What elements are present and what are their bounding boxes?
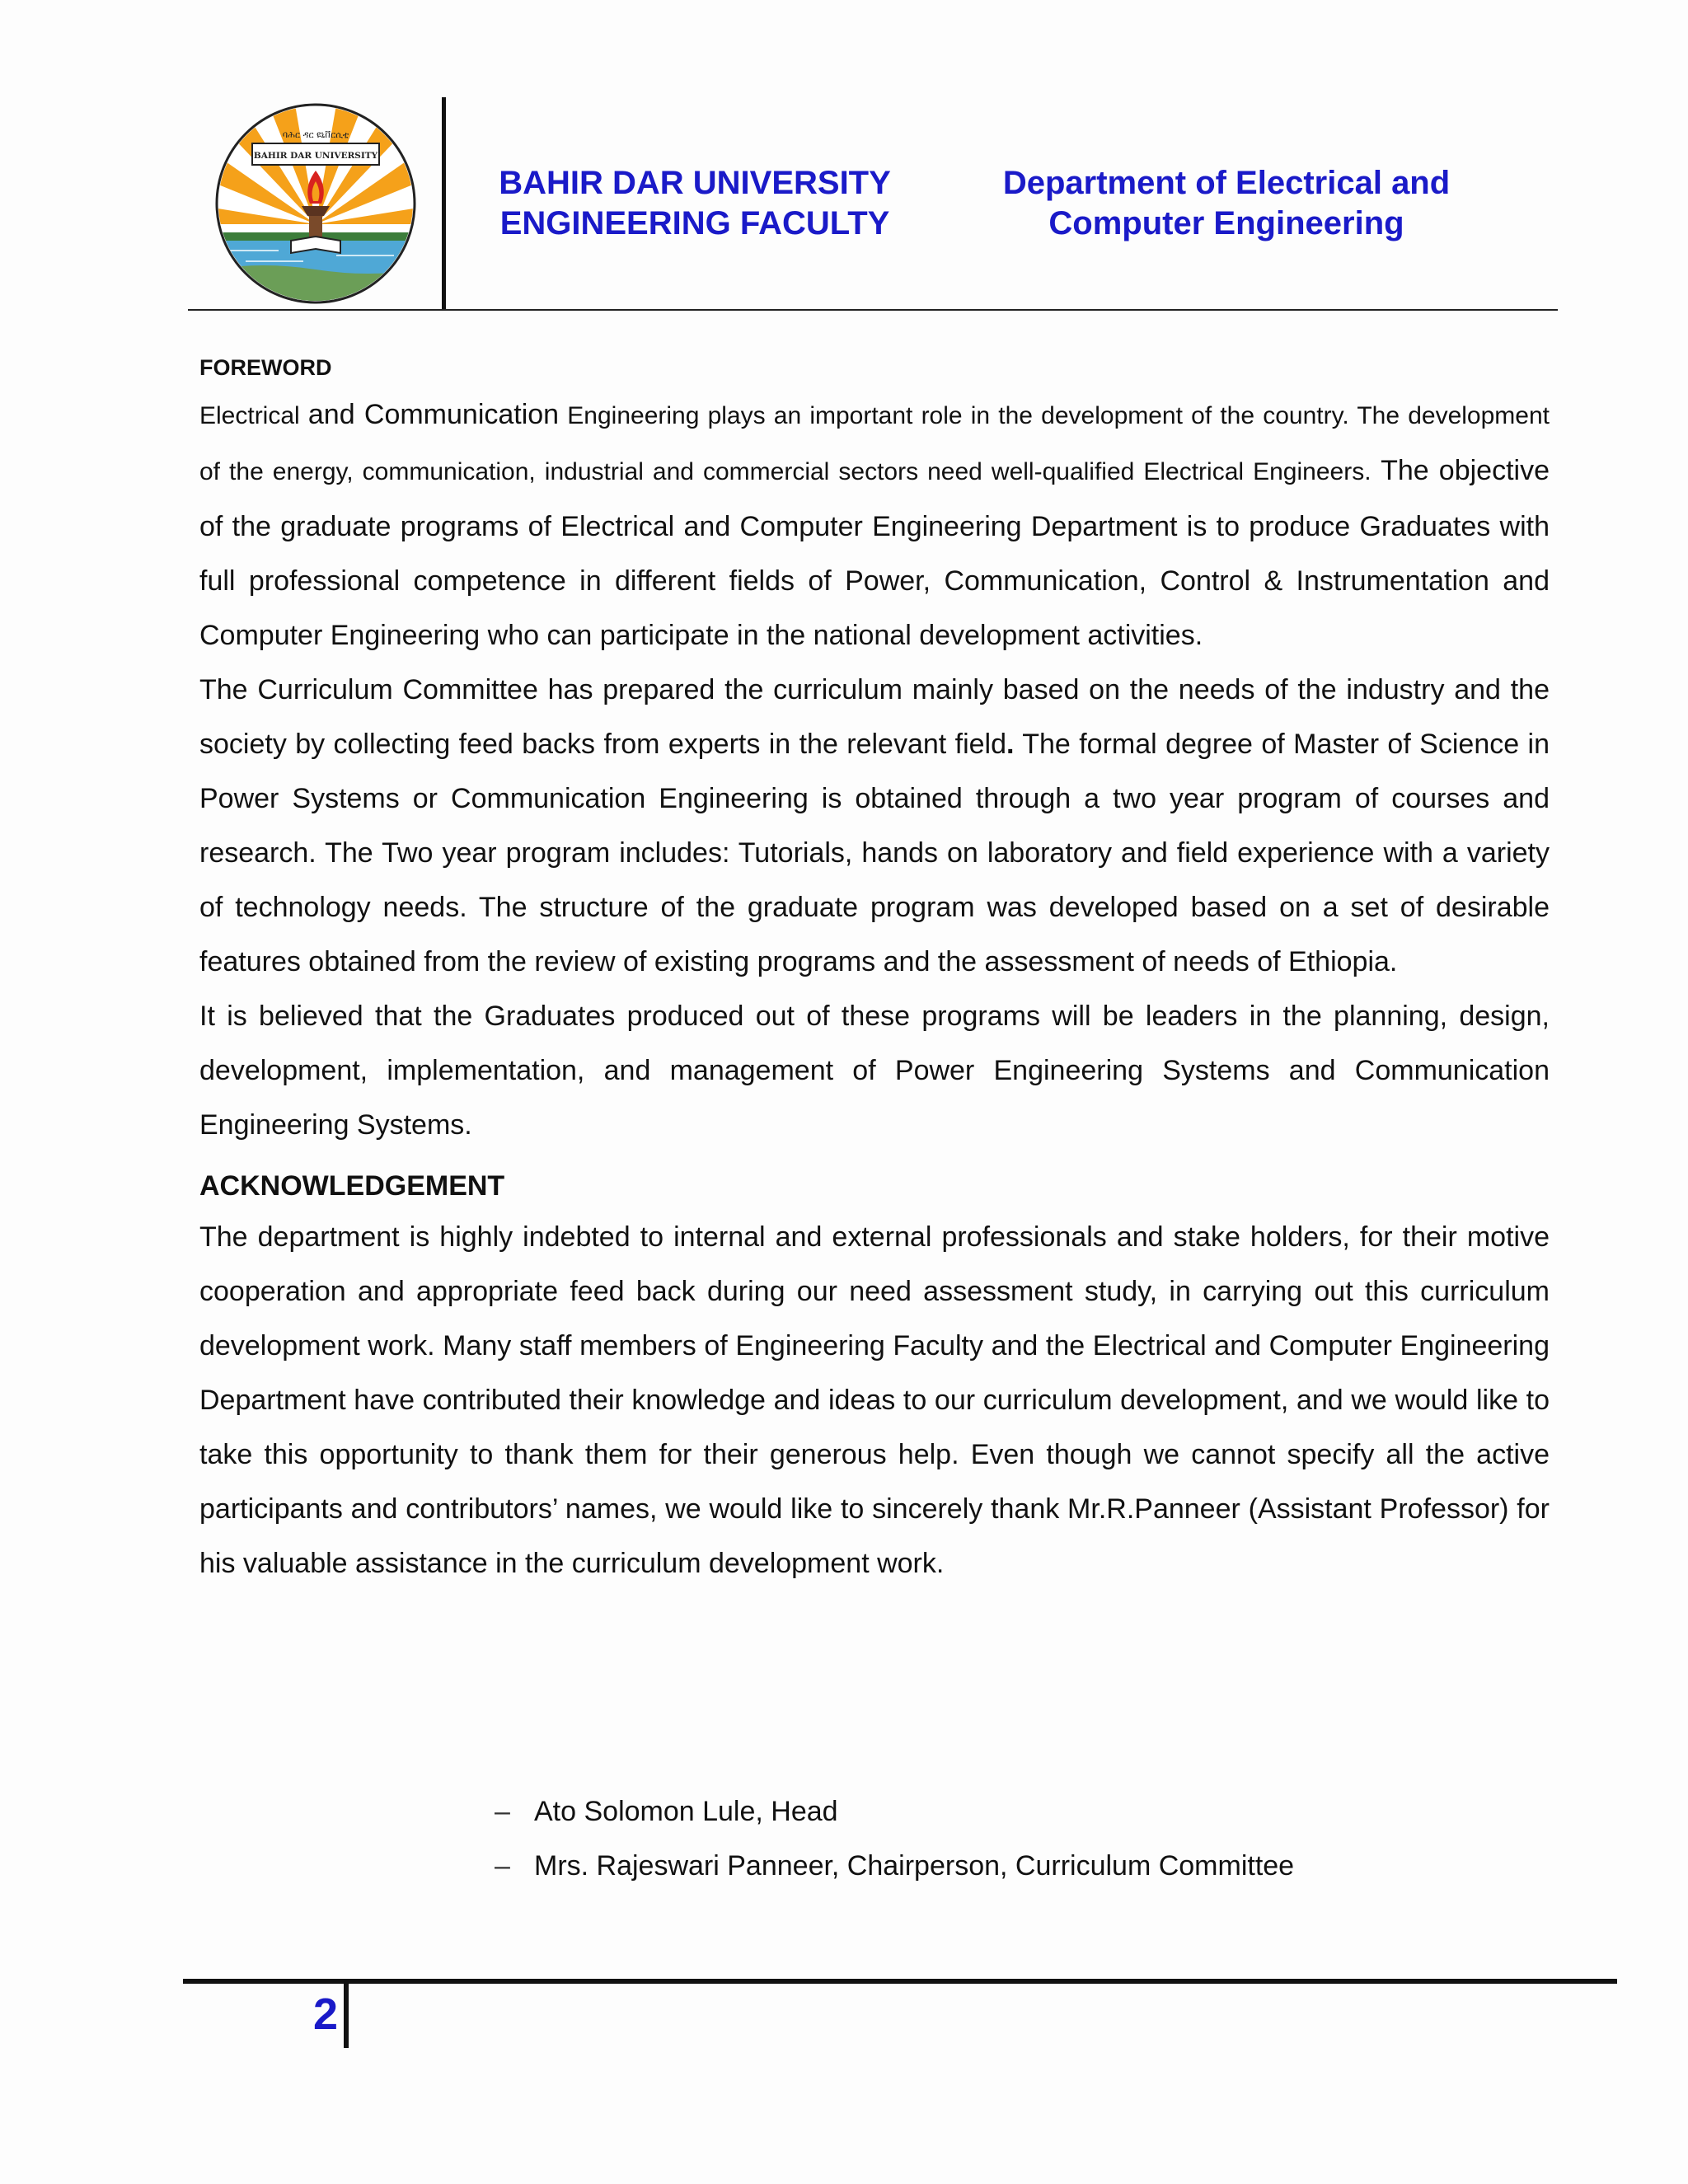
signatory-chairperson: Mrs. Rajeswari Panneer, Chairperson, Curriculum Committee	[534, 1850, 1295, 1882]
signatory-list	[495, 1784, 1294, 1893]
page-number: 2	[312, 1990, 338, 2039]
department-name-line1: Department of Electrical and	[1002, 165, 1451, 201]
footer-rule	[183, 1979, 1617, 1984]
foreword-paragraph-3: It is believed that the Graduates produced out of these programs will be leaders in the planning, design, development, implementation, and management of Power Engineering Systems and Communication Engineering Systems.	[199, 1001, 1550, 1141]
university-name: BAHIR DAR UNIVERSITY	[499, 165, 891, 201]
logo-script-text: ባሕር ዳር ዩኒቨርሲቲ	[282, 129, 349, 140]
foreword-p1-part-c: Engineering plays an important role in the development of the country. The development of the energy, communication, industrial and commercial sectors need well-qualified Electrical Engineers.	[199, 402, 1550, 485]
logo-banner-text: BAHIR DAR UNIVERSITY	[253, 151, 378, 161]
department-name-line2: Computer Engineering	[1048, 205, 1404, 241]
dash-bullet: –	[495, 1850, 510, 1882]
foreword-paragraph-2	[199, 663, 1550, 989]
page-body	[199, 353, 1550, 1591]
list-item	[495, 1839, 1294, 1893]
foreword-paragraph-1	[199, 387, 1550, 663]
foreword-p2-bold-dot: .	[1006, 729, 1015, 760]
page-header	[188, 97, 1556, 310]
header-divider	[442, 97, 446, 310]
foreword-p1-part-b: and Communication	[307, 399, 560, 430]
footer-divider	[344, 1984, 349, 2048]
signatory-head: Ato Solomon Lule, Head	[534, 1796, 838, 1827]
dash-bullet: –	[495, 1796, 510, 1827]
foreword-p1-part-a: Electrical	[199, 402, 308, 429]
foreword-p2-part-a: The Curriculum Committee has prepared the curriculum mainly based on the needs of the industry and the society by collecting feed backs from experts in the relevant field	[199, 674, 1550, 760]
faculty-name: ENGINEERING FACULTY	[499, 205, 890, 241]
header-rule	[188, 309, 1558, 311]
acknowledgement-paragraph: The department is highly indebted to internal and external professionals and stake holders, for their motive cooperation and appropriate feed back during our need assessment study, in carrying out this curriculum development work. Many staff members of Engineering Faculty and the Electrical and Computer Engineering Department have contributed their knowledge and ideas to our curriculum development, and we would like to take this opportunity to thank them for their generous help. Even though we cannot specify all the active participants and contributors’ names, we would like to sincerely thank Mr.R.Panneer (Assistant Professor) for his valuable assistance in the curriculum development work.	[199, 1221, 1550, 1579]
foreword-p2-part-b: The formal degree of Master of Science in Power Systems or Communication Engineering is obtained through a two year program of courses and research. The Two year program includes: Tutorials, hands on laboratory and field experience with a variety of technology needs. The structure of the graduate program was developed based on a set of desirable features obtained from the review of existing programs and the assessment of needs of Ethiopia.	[199, 729, 1550, 977]
acknowledgement-heading: ACKNOWLEDGEMENT	[199, 1170, 505, 1202]
university-title	[481, 163, 909, 244]
list-item	[495, 1784, 1294, 1839]
foreword-p1-part-d: The objective of the graduate programs of Electrical and Computer Engineering Department is to produce Graduates with full professional competence in different fields of Power, Communication, Control & Instrumentation and Computer Engineering who can participate in the national development activities.	[199, 455, 1550, 651]
foreword-heading: FOREWORD	[199, 355, 332, 380]
university-logo	[213, 101, 419, 307]
department-title	[979, 163, 1474, 244]
